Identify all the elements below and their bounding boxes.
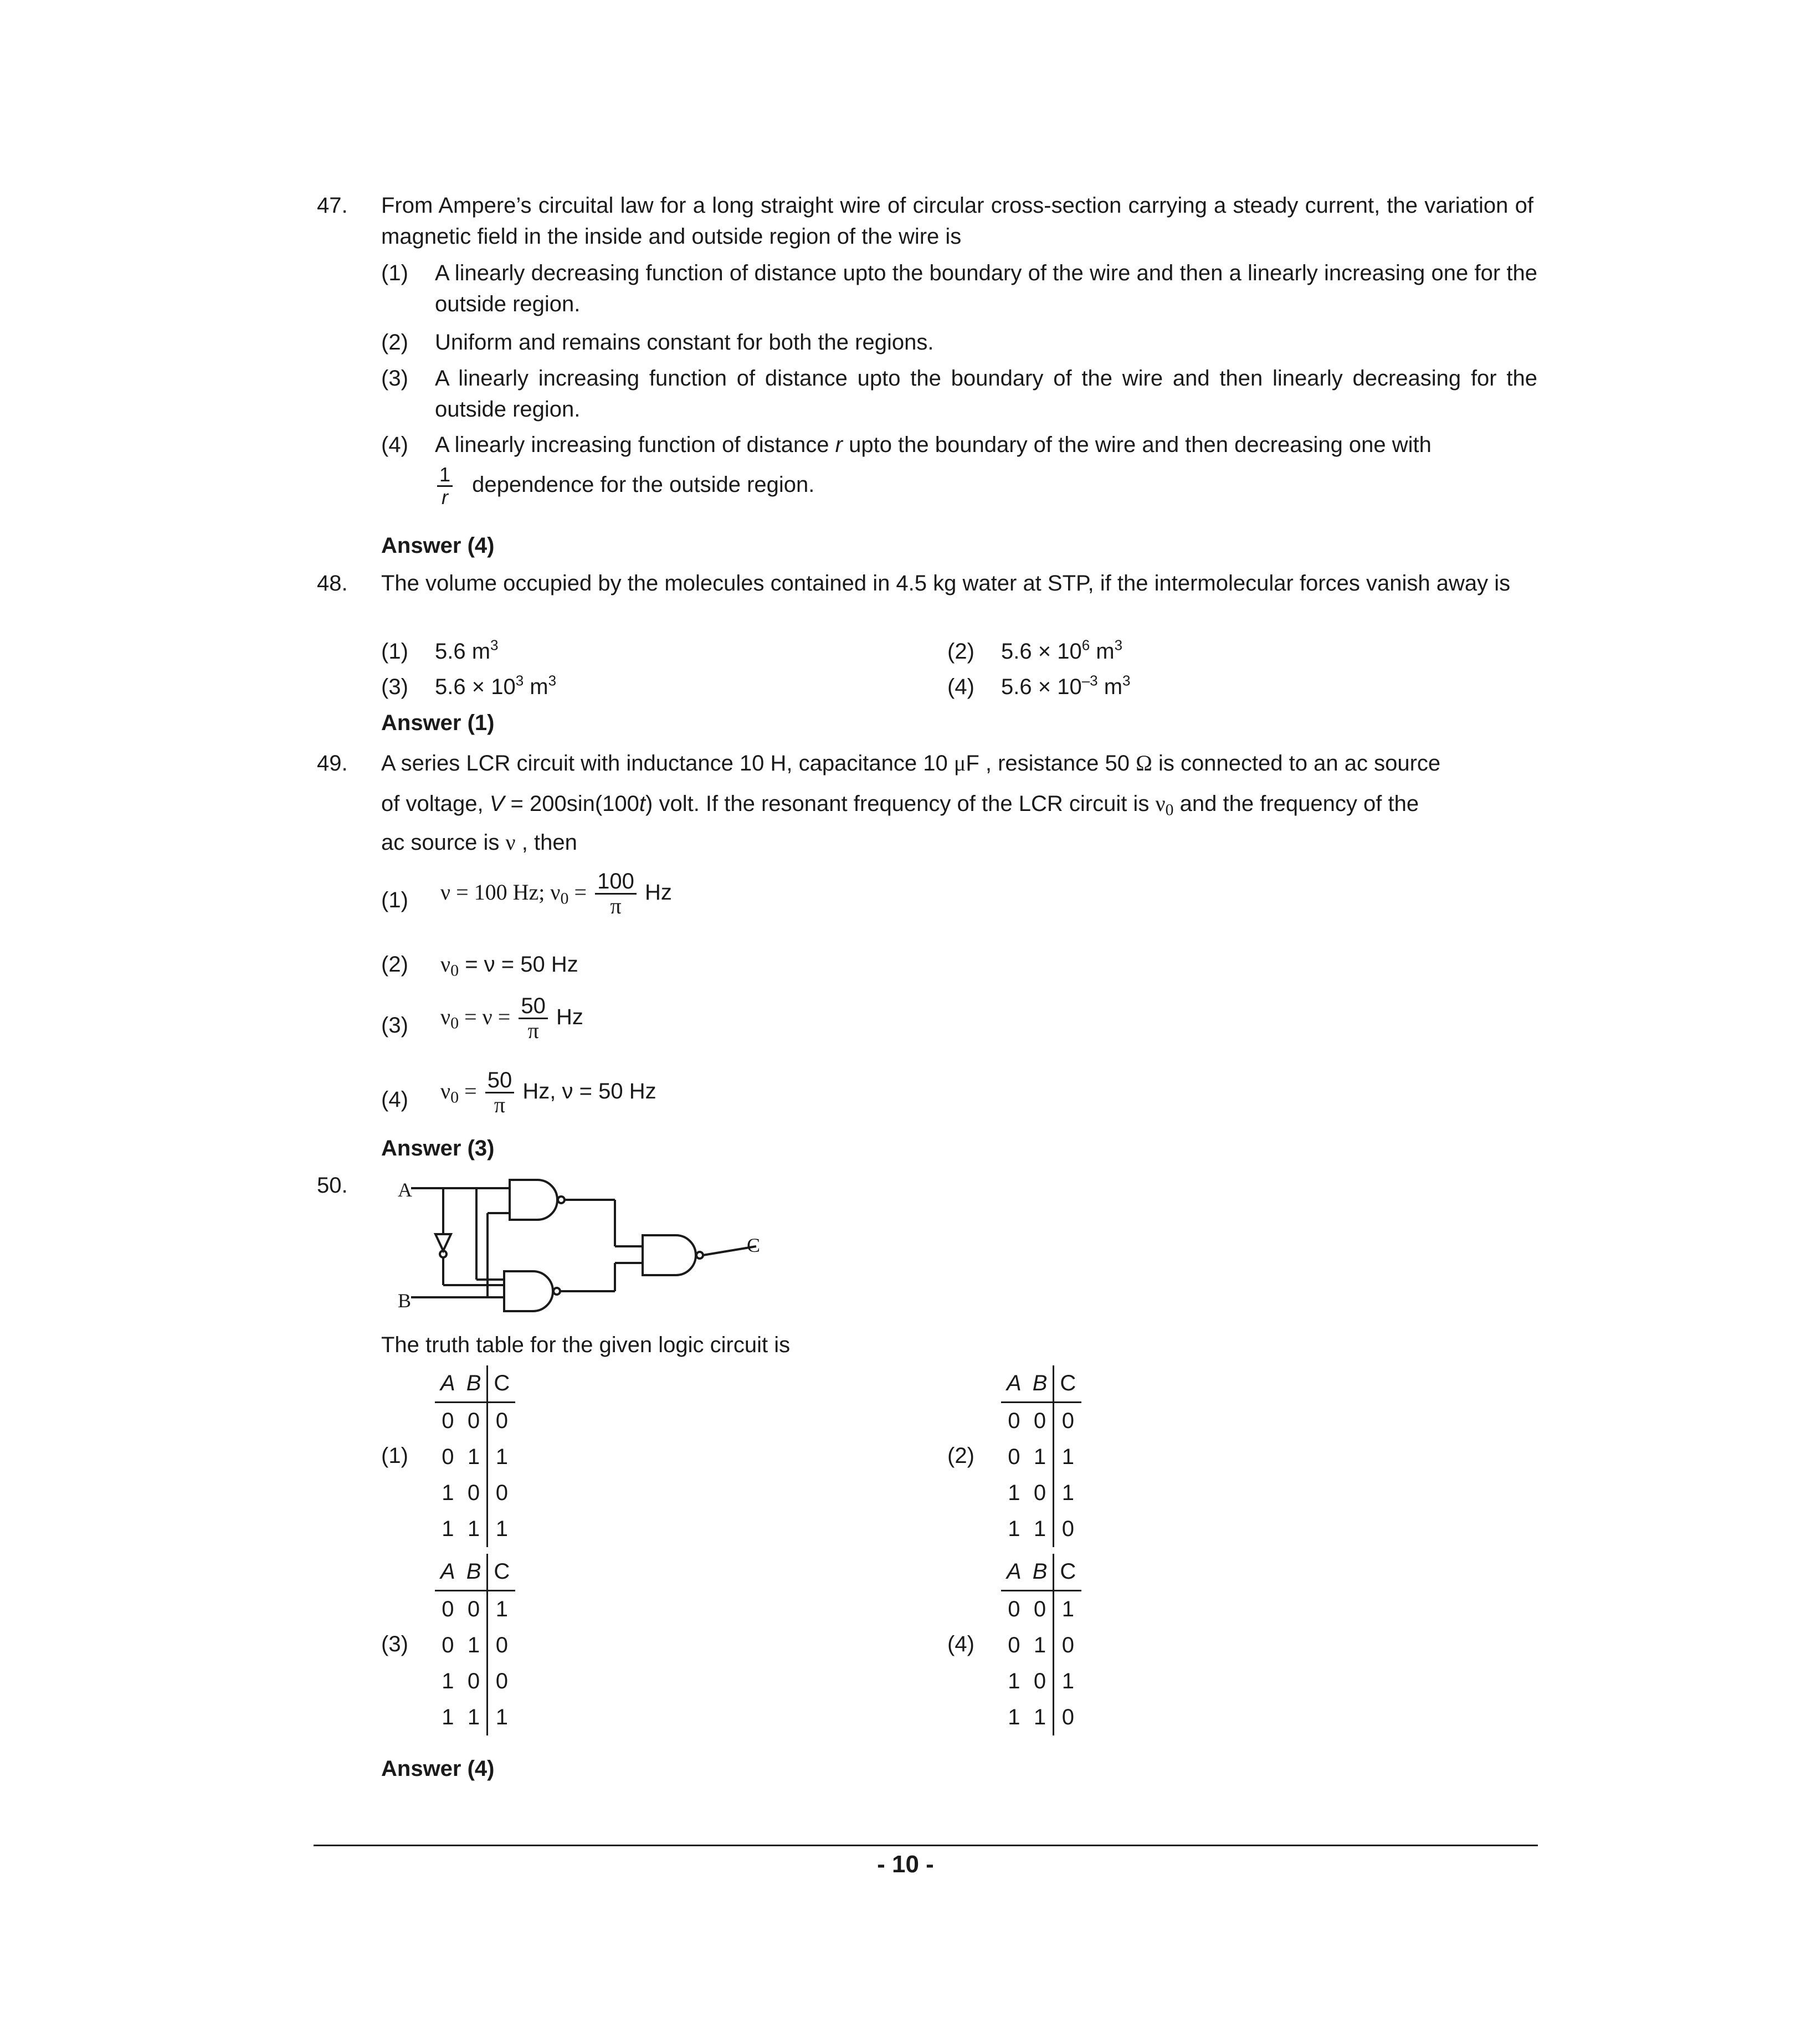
question-text-line: A series LCR circuit with inductance 10 H, capacitance 10 μF , resistance 50 Ω is connected to an ac source xyxy=(381,751,1441,776)
table-row: 0 1 1 xyxy=(1001,1439,1081,1475)
table-row: 1 0 1 xyxy=(1001,1475,1081,1511)
question-text: From Ampere’s circuital law for a long straight wire of circular cross-section carrying a steady current, the variation of magnetic field in the inside and outside region of the wire is xyxy=(381,193,1533,249)
option-text: A linearly increasing function of distance upto the boundary of the wire and then linearly decreasing for the outside region. xyxy=(435,366,1537,422)
option-text: Uniform and remains constant for both the regions. xyxy=(435,330,934,355)
table-row: 0 0 0 xyxy=(435,1403,515,1440)
footer-divider xyxy=(314,1845,1538,1846)
logic-circuit-diagram xyxy=(388,1169,776,1318)
table-row: 1 1 1 xyxy=(435,1511,515,1547)
question-text-line: of voltage, V = 200sin(100t) volt. If the resonant frequency of the LCR circuit is $\nu_0$ and the frequency of the xyxy=(381,791,1419,819)
table-row: 0 0 0 xyxy=(1001,1403,1081,1440)
truth-table: A B C 0 0 1 0 1 0 1 0 1 1 1 0 xyxy=(1001,1554,1081,1735)
fraction: $\frac{100}{\pi}$ xyxy=(595,870,637,918)
option-text: $\nu_0$ = $\frac{50}{\pi}$ Hz, ν = 50 Hz xyxy=(440,1068,656,1117)
answer: Answer (3) xyxy=(381,1136,495,1160)
truth-table: A B C 0 0 0 0 1 1 1 0 0 1 1 1 xyxy=(435,1365,515,1547)
option-label: (3) xyxy=(381,1632,408,1656)
table-row: 0 1 0 xyxy=(1001,1627,1081,1663)
option-label: (3) xyxy=(381,366,408,391)
question-number: 49. xyxy=(317,751,348,776)
circuit-label-c: C xyxy=(747,1234,761,1256)
option-text: ν = 100 Hz; $\nu_0$ = $\frac{100}{\pi}$ Hz xyxy=(440,869,672,918)
question-text-line: ac source is ν , then xyxy=(381,830,577,855)
fraction: $\frac{50}{\pi}$ xyxy=(485,1069,515,1117)
option-label: (3) xyxy=(381,1013,408,1038)
option-text: $5.6 \times 10^{-3}$ $m^3$ xyxy=(1001,672,1131,699)
table-row: 0 0 1 xyxy=(1001,1591,1081,1628)
option-label: (2) xyxy=(947,639,974,664)
option-fraction-line: $\frac{1}{r}$ dependence for the outside region. xyxy=(435,464,814,508)
option-text: $5.6 \times 10^3$ $m^3$ xyxy=(435,672,557,699)
option-label: (1) xyxy=(381,888,408,912)
table-row: 0 0 1 xyxy=(435,1591,515,1628)
table-row: 0 1 0 xyxy=(435,1627,515,1663)
option-label: (4) xyxy=(947,675,974,699)
table-row: 1 0 1 xyxy=(1001,1663,1081,1699)
option-text: 5.6 $m^3$ xyxy=(435,636,499,664)
table-row: 1 1 1 xyxy=(435,1699,515,1735)
option-label: (2) xyxy=(947,1444,974,1468)
option-text: A linearly decreasing function of distance upto the boundary of the wire and then a linearly increasing one for the outside region. xyxy=(435,261,1537,316)
circuit-label-b: B xyxy=(398,1290,412,1312)
answer: Answer (4) xyxy=(381,533,495,558)
option-label: (4) xyxy=(947,1632,974,1656)
truth-table: A B C 0 0 1 0 1 0 1 0 0 1 1 1 xyxy=(435,1554,515,1735)
table-row: 1 1 0 xyxy=(1001,1699,1081,1735)
fraction: $\frac{50}{\pi}$ xyxy=(519,994,548,1042)
table-row: 1 1 0 xyxy=(1001,1511,1081,1547)
page-number: - 10 - xyxy=(877,1851,934,1878)
answer: Answer (4) xyxy=(381,1757,495,1781)
question-text: The truth table for the given logic circuit is xyxy=(381,1333,791,1357)
circuit-label-a: A xyxy=(398,1179,412,1201)
option-label: (3) xyxy=(381,675,408,699)
option-text: $5.6 \times 10^6$ $m^3$ xyxy=(1001,636,1123,664)
table-row: 1 0 0 xyxy=(435,1475,515,1511)
question-number: 48. xyxy=(317,571,348,595)
answer: Answer (1) xyxy=(381,711,495,735)
question-number: 47. xyxy=(317,193,348,218)
option-label: (4) xyxy=(381,433,408,457)
question-number: 50. xyxy=(317,1173,348,1198)
table-row: 0 1 1 xyxy=(435,1439,515,1475)
option-text: $\nu_0 = \nu$ = $\frac{50}{\pi}$ Hz xyxy=(440,994,583,1043)
fraction: $\frac{1}{r}$ xyxy=(437,464,453,508)
option-label: (2) xyxy=(381,330,408,355)
option-label: (1) xyxy=(381,1444,408,1468)
option-text: A linearly increasing function of distance r upto the boundary of the wire and then decreasing one with xyxy=(435,433,1432,457)
option-label: (2) xyxy=(381,952,408,977)
table-row: 1 0 0 xyxy=(435,1663,515,1699)
option-label: (1) xyxy=(381,639,408,664)
option-text: $\nu_0 = \nu = 50$ Hz xyxy=(440,952,578,980)
question-text: The volume occupied by the molecules contained in 4.5 kg water at STP, if the intermolecular forces vanish away is xyxy=(381,571,1511,595)
truth-table: A B C 0 0 0 0 1 1 1 0 1 1 1 0 xyxy=(1001,1365,1081,1547)
option-label: (4) xyxy=(381,1087,408,1112)
option-label: (1) xyxy=(381,261,408,285)
